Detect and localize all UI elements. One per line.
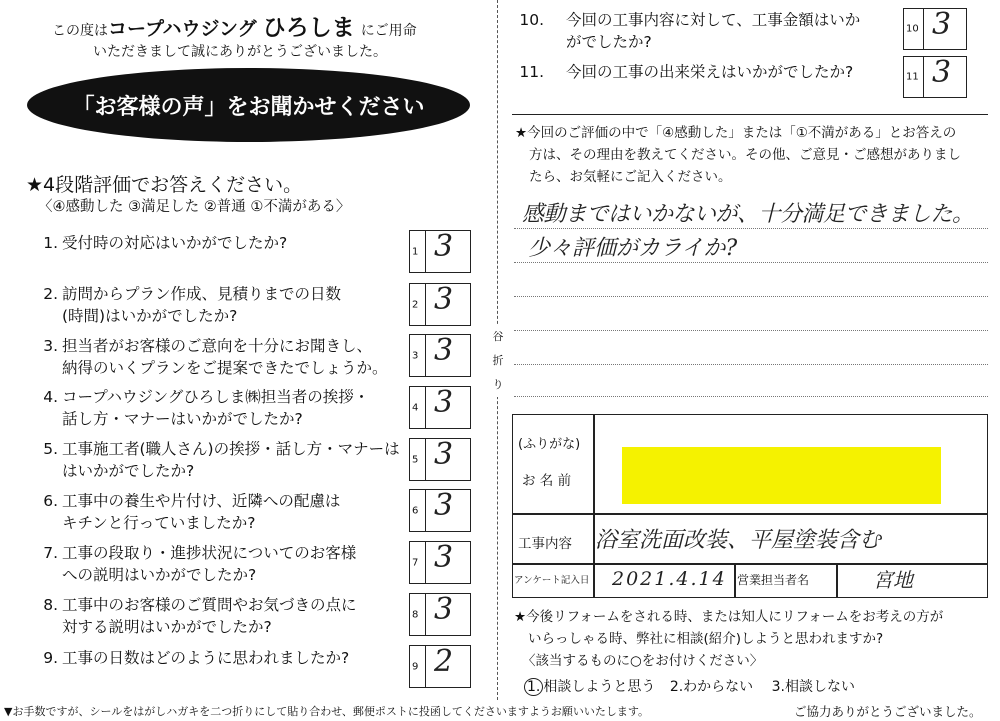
brand-name: コープハウジング xyxy=(108,18,257,40)
comment-ruled-line xyxy=(514,396,988,397)
comment-answer-line-2[interactable]: 少々評価がカライか? xyxy=(528,236,738,261)
question-6: 6. 工事中の養生や片付け、近隣への配慮は キチンと行っていましたか? xyxy=(43,492,341,532)
referral-question: ★今後リフォームをされる時、または知人にリフォームをお考えの方が いらっしゃる時、弊社に相談(紹介)しようと思われますか? 〈該当するものに○をお付けください〉 xyxy=(514,609,944,669)
answer-value: 3 xyxy=(932,7,952,42)
question-text: 工事中のお客様のご質問やお気づきの点に xyxy=(62,596,357,614)
answer-value: 3 xyxy=(932,55,952,90)
question-text: 工事施工者(職人さん)の挨拶・話し方・マナーは xyxy=(62,440,400,458)
answer-box-11[interactable]: 11 3 xyxy=(903,56,967,98)
name-label: お 名 前 xyxy=(522,473,572,489)
work-label: 工事内容 xyxy=(518,536,572,552)
question-text: がでしたか? xyxy=(566,33,652,51)
question-text: 工事中の養生や片付け、近隣への配慮は xyxy=(62,492,341,510)
question-text: 工事の日数はどのように思われましたか? xyxy=(62,649,350,667)
answer-box-9[interactable]: 9 2 xyxy=(409,645,471,688)
answer-box-2[interactable]: 2 3 xyxy=(409,283,471,326)
comment-ruled-line xyxy=(514,330,988,331)
fold-label: 谷 折 り xyxy=(490,325,506,397)
question-text: 訪問からプラン作成、見積りまでの日数 xyxy=(62,285,342,303)
answer-value: 3 xyxy=(434,592,454,627)
comment-prompt: ★今回のご評価の中で「④感動した」または「①不満がある」とお答えの 方は、その理由を教えてください。その他、ご意見・ご感想がありまし たら、お気軽にご記入ください。 xyxy=(515,125,961,185)
footer-instructions: ▼お手数ですが、シールをはがしハガキを二つ折りにして貼り合わせ、郵便ポストに投函してくださいますようお願いいたします。 xyxy=(4,705,650,718)
question-9: 9. 工事の日数はどのように思われましたか? xyxy=(43,649,350,667)
answer-box-5[interactable]: 5 3 xyxy=(409,438,471,481)
answer-box-7[interactable]: 7 3 xyxy=(409,541,471,584)
question-text: キチンと行っていましたか? xyxy=(62,514,256,532)
question-2: 2. 訪問からプラン作成、見積りまでの日数 (時間)はいかがでしたか? xyxy=(43,285,342,325)
question-7: 7. 工事の段取り・進捗状況についてのお客様 への説明はいかがでしたか? xyxy=(43,544,357,584)
question-text: コープハウジングひろしま㈱担当者の挨拶・ xyxy=(62,388,370,406)
question-text: 担当者がお客様のご意向を十分にお聞きし、 xyxy=(62,337,373,355)
question-8: 8. 工事中のお客様のご質問やお気づきの点に 対する説明はいかがでしたか? xyxy=(43,596,357,636)
question-11: 11. 今回の工事の出来栄えはいかがでしたか? xyxy=(519,63,854,81)
rating-scale: 〈④感動した ③満足した ②普通 ①不満がある〉 xyxy=(38,199,351,215)
question-1: 1. 受付時の対応はいかがでしたか? xyxy=(43,234,288,252)
question-text: 工事の段取り・進捗状況についてのお客様 xyxy=(62,544,357,562)
question-5: 5. 工事施工者(職人さん)の挨拶・話し方・マナーは はいかがでしたか? xyxy=(43,440,400,480)
answer-value: 3 xyxy=(434,488,454,523)
comment-ruled-line xyxy=(514,228,988,229)
answer-box-6[interactable]: 6 3 xyxy=(409,489,471,532)
comment-ruled-line xyxy=(514,296,988,297)
furigana-label: (ふりがな) xyxy=(518,437,581,452)
question-text: (時間)はいかがでしたか? xyxy=(62,307,238,325)
comment-top-rule xyxy=(512,114,988,115)
question-text: はいかがでしたか? xyxy=(62,462,195,480)
comment-ruled-line xyxy=(514,364,988,365)
question-text: 対する説明はいかがでしたか? xyxy=(62,618,272,636)
question-10: 10. 今回の工事内容に対して、工事金額はいか がでしたか? xyxy=(519,11,861,51)
question-text: 今回の工事の出来栄えはいかがでしたか? xyxy=(566,63,854,81)
staff-value[interactable]: 宮地 xyxy=(873,568,913,592)
header-text-a: この度は xyxy=(52,23,108,39)
answer-value: 3 xyxy=(434,229,454,264)
header-line2: いただきまして誠にありがとうございました。 xyxy=(93,44,387,60)
date-label: アンケート記入日 xyxy=(514,575,590,586)
question-text: への説明はいかがでしたか? xyxy=(62,566,257,584)
header-text-b: にご用命 xyxy=(360,23,417,39)
question-text: 今回の工事内容に対して、工事金額はいか xyxy=(566,11,861,29)
title-banner xyxy=(27,68,470,142)
question-4: 4. コープハウジングひろしま㈱担当者の挨拶・ 話し方・マナーはいかがでしたか? xyxy=(43,388,370,428)
answer-box-10[interactable]: 10 3 xyxy=(903,8,967,50)
name-redaction xyxy=(622,447,941,504)
footer-thanks: ご協力ありがとうございました。 xyxy=(790,702,982,720)
question-text: 納得のいくプランをご提案できたでしょうか。 xyxy=(62,359,388,377)
answer-value: 3 xyxy=(434,333,454,368)
question-text: 話し方・マナーはいかがでしたか? xyxy=(62,410,303,428)
answer-value: 3 xyxy=(434,385,454,420)
question-3: 3. 担当者がお客様のご意向を十分にお聞きし、 納得のいくプランをご提案できたでしょうか。 xyxy=(43,337,388,377)
rating-title: ★4段階評価でお答えください。 xyxy=(26,174,303,196)
referral-option-3[interactable]: 3.相談しない xyxy=(771,679,855,695)
comment-ruled-line xyxy=(514,262,988,263)
brand-name-hiroshima: ひろしま xyxy=(262,15,355,41)
selected-circle-marker: 1. xyxy=(524,678,543,696)
question-text: 受付時の対応はいかがでしたか? xyxy=(62,234,288,252)
answer-box-4[interactable]: 4 3 xyxy=(409,386,471,429)
staff-label: 営業担当者名 xyxy=(737,573,810,587)
banner-text: 「お客様の声」をお聞かせください xyxy=(72,94,425,120)
work-value[interactable]: 浴室洗面改装、平屋塗装含む xyxy=(595,528,882,553)
answer-box-8[interactable]: 8 3 xyxy=(409,593,471,636)
comment-answer-line-1[interactable]: 感動まではいかないが、十分満足できました。 xyxy=(522,202,974,227)
referral-option-2[interactable]: 2.わからない xyxy=(669,679,754,695)
referral-options xyxy=(524,676,855,696)
answer-value: 2 xyxy=(434,644,454,679)
date-value[interactable]: 2021.4.14 xyxy=(612,568,727,590)
answer-box-1[interactable]: 1 3 xyxy=(409,230,471,273)
answer-value: 3 xyxy=(434,540,454,575)
answer-box-3[interactable]: 3 3 xyxy=(409,334,471,377)
referral-option-1[interactable]: 1. 相談しようと思う xyxy=(524,679,655,695)
header-line1 xyxy=(52,9,417,42)
answer-value: 3 xyxy=(434,282,454,317)
answer-value: 3 xyxy=(434,437,454,472)
